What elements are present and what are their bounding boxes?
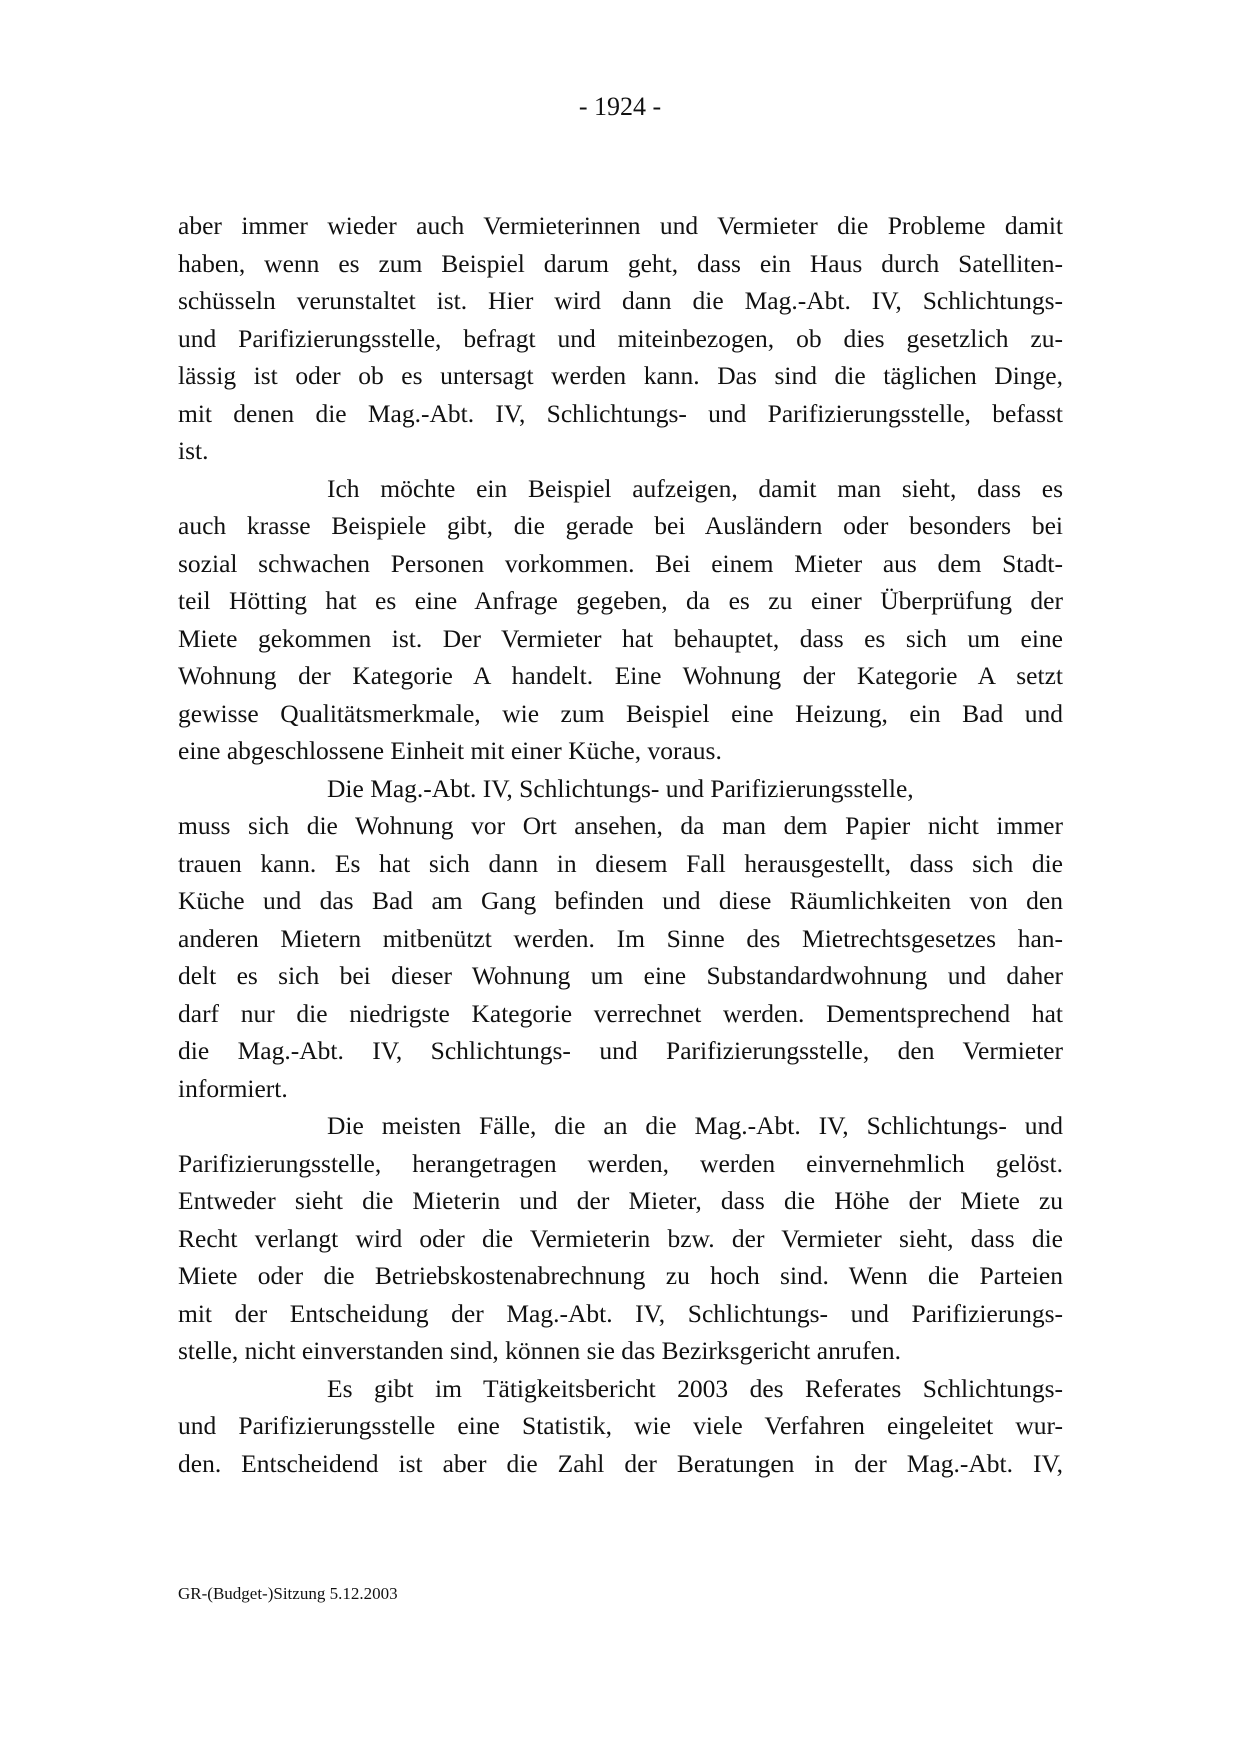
text-line: auch krasse Beispiele gibt, die gerade bei Ausländern oder besonders bei <box>178 511 1063 540</box>
text-line: und Parifizierungsstelle, befragt und miteinbezogen, ob dies gesetzlich zu- <box>178 323 1063 353</box>
text-line: Parifizierungsstelle, herangetragen werden, werden einvernehmlich gelöst. <box>178 1148 1063 1178</box>
text-line: eine abgeschlossene Einheit mit einer Küche, voraus. <box>178 736 722 765</box>
text-line: lässig ist oder ob es untersagt werden kann. Das sind die täglichen Dinge, <box>178 361 1063 390</box>
footer-session-label: GR-(Budget-)Sitzung 5.12.2003 <box>178 1584 398 1603</box>
text-line: und Parifizierungsstelle eine Statistik, wie viele Verfahren eingeleitet wur- <box>178 1411 1063 1440</box>
text-line: Die Mag.-Abt. IV, Schlichtungs- und Parifizierungsstelle, <box>327 773 914 803</box>
text-line: Es gibt im Tätigkeitsbericht 2003 des Referates Schlichtungs- <box>327 1373 1063 1403</box>
text-line: teil Hötting hat es eine Anfrage gegeben, da es zu einer Überprüfung der <box>178 586 1063 615</box>
text-line: schüsseln verunstaltet ist. Hier wird dann die Mag.-Abt. IV, Schlichtungs- <box>178 286 1063 315</box>
text-line: muss sich die Wohnung vor Ort ansehen, da man dem Papier nicht immer <box>178 811 1063 840</box>
text-line: Entweder sieht die Mieterin und der Mieter, dass die Höhe der Miete zu <box>178 1186 1063 1215</box>
paragraph-4 <box>178 1107 1063 1370</box>
text-line: aber immer wieder auch Vermieterinnen und Vermieter die Probleme damit <box>178 211 1063 240</box>
text-line: den. Entscheidend ist aber die Zahl der Beratungen in der Mag.-Abt. IV, <box>178 1448 1063 1478</box>
body-text <box>178 207 1063 1482</box>
text-line: informiert. <box>178 1073 288 1103</box>
text-line: ist. <box>178 436 209 465</box>
text-line: Miete gekommen ist. Der Vermieter hat behauptet, dass es sich um eine <box>178 623 1063 653</box>
text-line: Küche und das Bad am Gang befinden und diese Räumlichkeiten von den <box>178 886 1063 915</box>
text-line: darf nur die niedrigste Kategorie verrechnet werden. Dementsprechend hat <box>178 998 1063 1028</box>
page-number: - 1924 - <box>578 92 662 121</box>
text-line: Ich möchte ein Beispiel aufzeigen, damit man sieht, dass es <box>327 473 1063 503</box>
text-line: haben, wenn es zum Beispiel darum geht, dass ein Haus durch Satelliten- <box>178 248 1063 278</box>
text-line: die Mag.-Abt. IV, Schlichtungs- und Parifizierungsstelle, den Vermieter <box>178 1036 1063 1065</box>
text-line: anderen Mietern mitbenützt werden. Im Sinne des Mietrechtsgesetzes han- <box>178 923 1063 953</box>
text-line: sozial schwachen Personen vorkommen. Bei einem Mieter aus dem Stadt- <box>178 548 1063 578</box>
paragraph-5 <box>178 1370 1063 1483</box>
text-line: Miete oder die Betriebskostenabrechnung zu hoch sind. Wenn die Parteien <box>178 1261 1063 1290</box>
text-line: Die meisten Fälle, die an die Mag.-Abt. IV, Schlichtungs- und <box>327 1111 1063 1140</box>
paragraph-1 <box>178 207 1063 470</box>
text-line: delt es sich bei dieser Wohnung um eine Substandardwohnung und daher <box>178 961 1063 990</box>
paragraph-2 <box>178 470 1063 770</box>
text-line: Recht verlangt wird oder die Vermieterin bzw. der Vermieter sieht, dass die <box>178 1223 1063 1253</box>
text-line: mit der Entscheidung der Mag.-Abt. IV, Schlichtungs- und Parifizierungs- <box>178 1298 1063 1328</box>
paragraph-3 <box>178 770 1063 1108</box>
text-line: gewisse Qualitätsmerkmale, wie zum Beispiel eine Heizung, ein Bad und <box>178 698 1063 728</box>
text-line: mit denen die Mag.-Abt. IV, Schlichtungs- und Parifizierungsstelle, befasst <box>178 398 1063 428</box>
text-line: trauen kann. Es hat sich dann in diesem Fall herausgestellt, dass sich die <box>178 848 1063 878</box>
text-line: stelle, nicht einverstanden sind, können sie das Bezirksgericht anrufen. <box>178 1336 901 1365</box>
text-line: Wohnung der Kategorie A handelt. Eine Wohnung der Kategorie A setzt <box>178 661 1063 690</box>
